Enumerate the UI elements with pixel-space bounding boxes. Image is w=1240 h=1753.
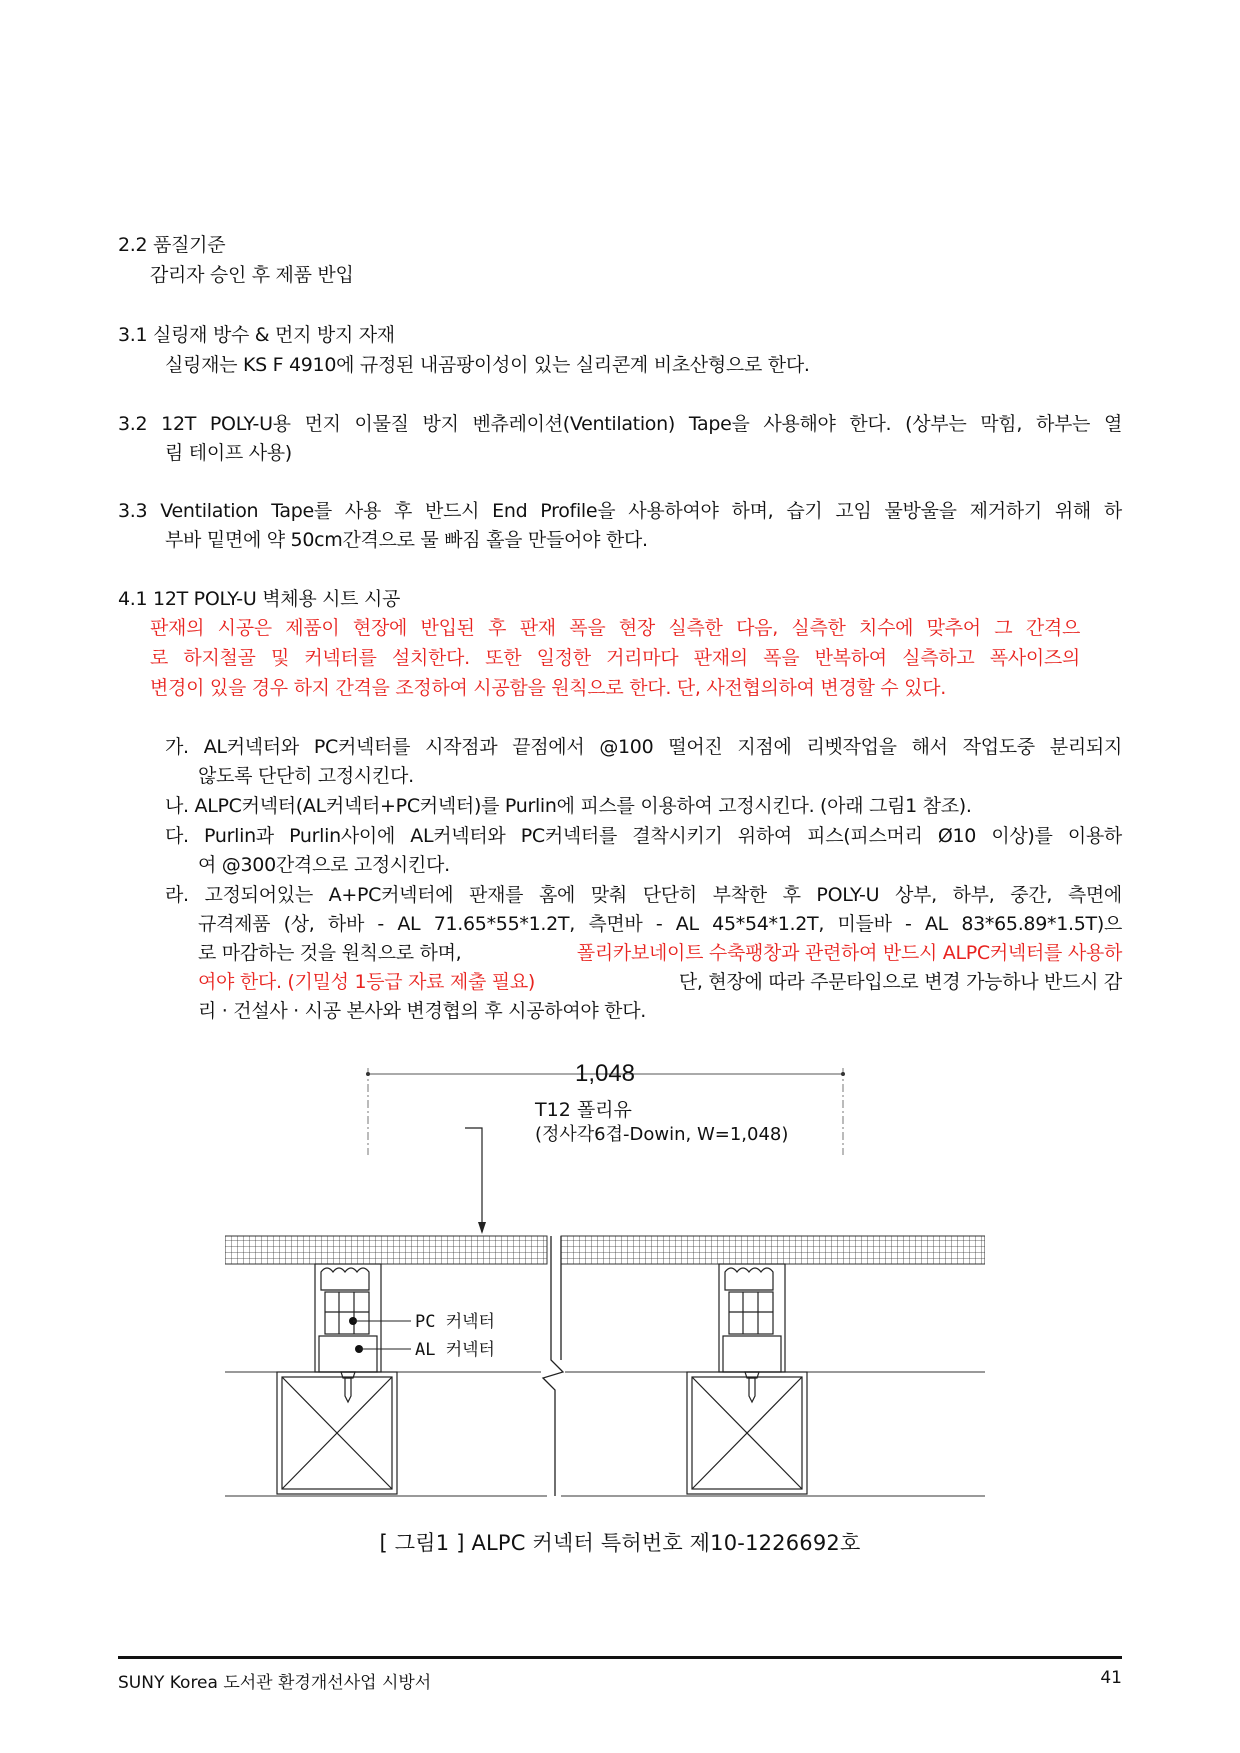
item-da-line1: 다. Purlin과 Purlin사이에 AL커넥터와 PC커넥터를 결착시키기 위하여 피스(피스머리 Ø10 이상)를 이용하 [165, 825, 1122, 847]
panel-leader [465, 1128, 482, 1232]
section-3-3-line2: 부바 밑면에 약 50cm간격으로 물 빠짐 홀을 만들어야 한다. [165, 529, 648, 551]
item-ra-line3-red: 폴리카보네이트 수축팽창과 관련하여 반드시 ALPC커넥터를 사용하 [576, 942, 1122, 964]
alpc-connector-drawing [225, 1060, 985, 1520]
purlin-right [687, 1372, 807, 1494]
pc-connector-callout [349, 1317, 411, 1325]
section-2-2-heading: 2.2 품질기준 [118, 234, 226, 256]
page-number: 41 [1100, 1668, 1122, 1688]
section-3-1-body: 실링재는 KS F 4910에 규정된 내곰팡이성이 있는 실리콘계 비초산형으로 한다. [165, 354, 810, 376]
section-4-1-note-line2: 로 하지철골 및 커넥터를 설치한다. 또한 일정한 거리마다 판재의 폭을 반복하여 실측하고 폭사이즈의 [150, 647, 1080, 669]
polycarbonate-panel-right [561, 1236, 985, 1264]
section-4-1-note-line1: 판재의 시공은 제품이 현장에 반입된 후 판재 폭을 현장 실측한 다음, 실측한 치수에 맞추어 그 간격으 [150, 617, 1080, 639]
item-ga-line2: 않도록 단단히 고정시킨다. [198, 765, 414, 787]
al-connector-label: AL 커넥터 [415, 1340, 495, 1360]
section-3-3-line1: 3.3 Ventilation Tape를 사용 후 반드시 End Profile을 사용하여야 하며, 습기 고임 물방울을 제거하기 위해 하 [118, 500, 1122, 522]
break-line [543, 1236, 563, 1496]
section-3-1-heading: 3.1 실링재 방수 & 먼지 방지 자재 [118, 324, 395, 346]
panel-label-line1: T12 폴리유 [535, 1099, 632, 1121]
dimension-label: 1,048 [574, 1060, 636, 1087]
item-ra-line2: 규격제품 (상, 하바 - AL 71.65*55*1.2T, 측면바 - AL 45*54*1.2T, 미들바 - AL 83*65.89*1.5T)으 [198, 913, 1122, 935]
item-ra-line3 [198, 939, 1122, 967]
alpc-connector-right [719, 1264, 785, 1402]
al-connector-callout [355, 1345, 411, 1353]
item-ra-line4 [198, 968, 1122, 996]
purlin-left [277, 1372, 397, 1494]
item-ra-line4-plain: 단, 현장에 따라 주문타입으로 변경 가능하나 반드시 감 [673, 971, 1122, 993]
polycarbonate-panel-left [225, 1236, 547, 1264]
item-ra-line1: 라. 고정되어있는 A+PC커넥터에 판재를 홈에 맞춰 단단히 부착한 후 POLY-U 상부, 하부, 중간, 측면에 [165, 884, 1122, 906]
pc-connector-label: PC 커넥터 [415, 1312, 495, 1332]
section-3-2-line2: 림 테이프 사용) [165, 442, 292, 464]
item-ra-line4-red: 여야 한다. (기밀성 1등급 자료 제출 필요) [198, 971, 536, 993]
panel-leader-arrow [478, 1222, 486, 1234]
item-na: 나. ALPC커넥터(AL커넥터+PC커넥터)를 Purlin에 피스를 이용하여 고정시킨다. (아래 그림1 참조). [165, 795, 972, 817]
figure-caption: [ 그림1 ] ALPC 커넥터 특허번호 제10-1226692호 [379, 1531, 861, 1555]
item-ra-line5: 리 · 건설사 · 시공 본사와 변경협의 후 시공하여야 한다. [198, 1000, 647, 1022]
section-4-1-note-line3: 변경이 있을 경우 하지 간격을 조정하여 시공함을 원칙으로 한다. 단, 사전협의하여 변경할 수 있다. [150, 677, 946, 699]
footer-divider [118, 1656, 1122, 1659]
footer-title: SUNY Korea 도서관 환경개선사업 시방서 [118, 1673, 432, 1693]
item-ra-line3-plain: 로 마감하는 것을 원칙으로 하며, [198, 942, 468, 964]
alpc-connector-left [315, 1264, 381, 1402]
section-3-2-line1: 3.2 12T POLY-U용 먼지 이물질 방지 벤츄레이션(Ventilation) Tape을 사용해야 한다. (상부는 막힘, 하부는 열 [118, 413, 1122, 435]
section-2-2-body: 감리자 승인 후 제품 반입 [150, 264, 354, 286]
panel-label-line2: (정사각6겹-Dowin, W=1,048) [535, 1124, 789, 1145]
item-ga-line1: 가. AL커넥터와 PC커넥터를 시작점과 끝점에서 @100 떨어진 지점에 리벳작업을 해서 작업도중 분리되지 [165, 736, 1122, 758]
section-4-1-heading: 4.1 12T POLY-U 벽체용 시트 시공 [118, 588, 401, 610]
item-da-line2: 여 @300간격으로 고정시킨다. [198, 854, 450, 876]
